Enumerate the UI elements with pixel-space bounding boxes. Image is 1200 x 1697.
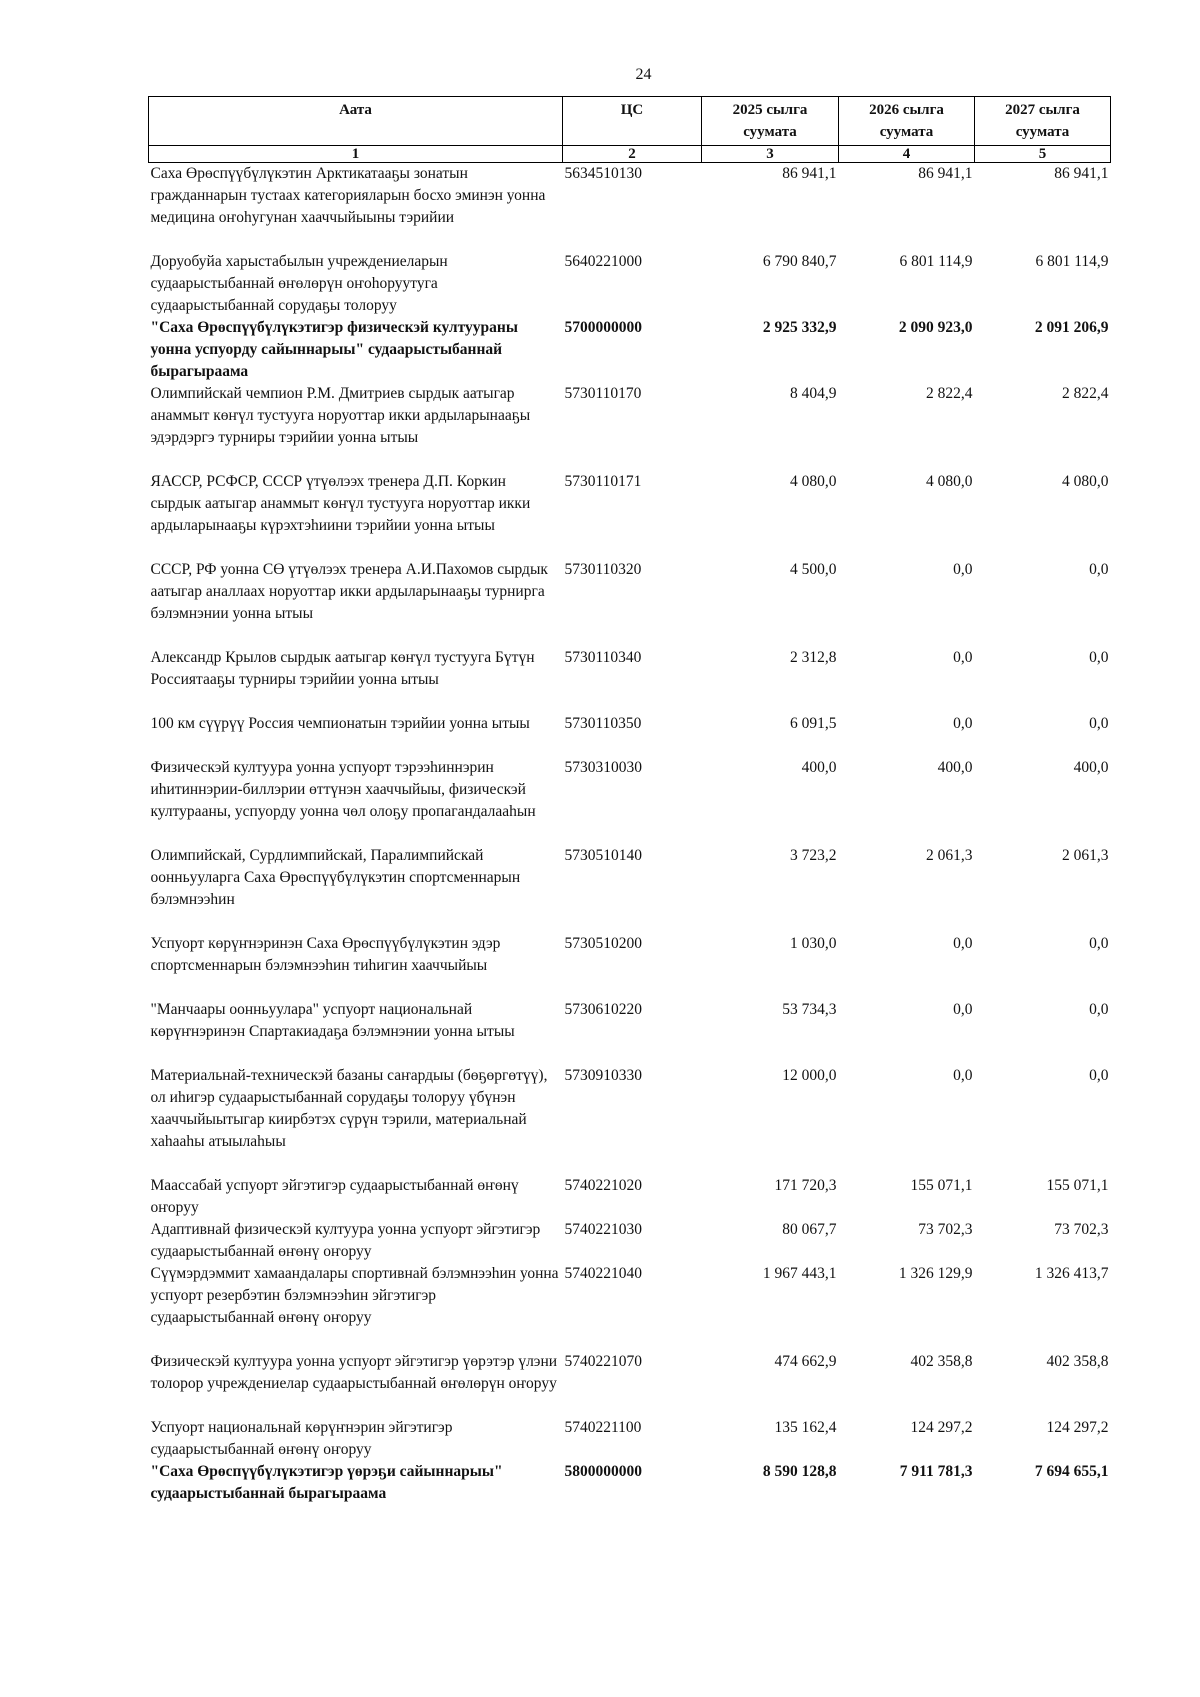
row-name: 100 км сүүрүү Россия чемпионатын тэрийии уонна ытыы [150, 715, 530, 732]
row-amount-2026: 6 801 114,9 [899, 253, 973, 270]
row-code: 5730110170 [564, 385, 642, 402]
header-name: Аата [149, 97, 563, 146]
row-code: 5740221030 [564, 1221, 642, 1238]
table-header-row [149, 97, 1111, 146]
row-amount-2027: 155 071,1 [1046, 1177, 1109, 1194]
row-amount-2025: 80 067,7 [782, 1221, 837, 1238]
row-code: 5730110340 [564, 649, 642, 666]
table-row [149, 1461, 1111, 1505]
table-row [149, 713, 1111, 757]
column-number: 3 [702, 146, 839, 163]
row-amount-2027: 4 080,0 [1062, 473, 1109, 490]
row-amount-2027: 2 091 206,9 [1034, 319, 1109, 336]
row-amount-2026: 73 702,3 [918, 1221, 973, 1238]
row-amount-2026: 124 297,2 [910, 1419, 973, 1436]
row-code: 5730910330 [564, 1067, 642, 1084]
row-code: 5740221020 [564, 1177, 642, 1194]
row-name: "Саха Өрөспүүбүлүкэтигэр физическэй култуураны уонна успуорду сайыннарыы" судаарыстыбаннай бырагыраама [150, 319, 518, 380]
row-code: 5730310030 [564, 759, 642, 776]
row-amount-2025: 8 404,9 [790, 385, 837, 402]
budget-table [148, 96, 1111, 1505]
table-row [149, 757, 1111, 845]
row-amount-2025: 4 080,0 [790, 473, 837, 490]
row-amount-2025: 6 091,5 [790, 715, 837, 732]
row-name: ЯАССР, РСФСР, СССР үтүөлээх тренера Д.П. Коркин сырдык аатыгар анаммыт көҥүл тустууга норуоттар икки ардыларынааҕы күрэхтэһиини тэрийии уонна ытыы [150, 473, 531, 534]
table-row [149, 933, 1111, 999]
row-amount-2026: 0,0 [953, 1067, 973, 1084]
table-row [149, 845, 1111, 933]
column-number-row [149, 146, 1111, 163]
row-name: Александр Крылов сырдык аатыгар көҥүл тустууга Бүтүн Россиятааҕы турниры тэрийии уонна ытыы [150, 649, 535, 688]
row-name: Успуорт көрүҥнэринэн Саха Өрөспүүбүлүкэтин эдэр спортсменнарын бэлэмнээһин тиһигин хааччыйыы [150, 935, 501, 974]
page-number: 24 [635, 66, 652, 83]
row-code: 5730110320 [564, 561, 642, 578]
row-name: СССР, РФ уонна СӨ үтүөлээх тренера А.И.Пахомов сырдык аатыгар аналлаах норуоттар икки ардыларынааҕы турнирга бэлэмнэнии уонна ытыы [150, 561, 548, 622]
row-amount-2027: 6 801 114,9 [1035, 253, 1109, 270]
row-amount-2027: 124 297,2 [1046, 1419, 1109, 1436]
table-row [149, 163, 1111, 252]
row-amount-2026: 4 080,0 [926, 473, 973, 490]
row-name: Физическэй култуура уонна успуорт эйгэтигэр үөрэтэр үлэни толорор учреждениелар судаарыстыбаннай өҥөлөрүн оҥоруу [150, 1353, 558, 1392]
row-amount-2027: 0,0 [1089, 1067, 1109, 1084]
row-code: 5740221070 [564, 1353, 642, 1370]
row-amount-2026: 86 941,1 [918, 165, 973, 182]
row-name: Физическэй култуура уонна успуорт тэрээһиннэрин иһитиннэрии-биллэрии өттүнэн хааччыйыы, физическэй културааны, успуорду уонна чөл олоҕу пропагандалааһын [150, 759, 536, 820]
row-amount-2026: 0,0 [953, 715, 973, 732]
table-row [149, 1263, 1111, 1351]
row-amount-2025: 171 720,3 [774, 1177, 837, 1194]
header-2025: 2025 сылга суумата [702, 97, 839, 146]
row-amount-2025: 1 967 443,1 [762, 1265, 837, 1282]
row-amount-2026: 0,0 [953, 649, 973, 666]
row-amount-2026: 1 326 129,9 [898, 1265, 973, 1282]
row-name: Успуорт национальнай көрүҥнэрин эйгэтигэр судаарыстыбаннай өҥөнү оҥоруу [150, 1419, 453, 1458]
row-amount-2025: 86 941,1 [782, 165, 837, 182]
row-amount-2027: 2 061,3 [1062, 847, 1109, 864]
row-code: 5740221040 [564, 1265, 642, 1282]
column-number: 5 [975, 146, 1111, 163]
row-amount-2027: 0,0 [1089, 935, 1109, 952]
table-row [149, 647, 1111, 713]
table-row [149, 383, 1111, 471]
row-code: 5730510200 [564, 935, 642, 952]
row-code: 5700000000 [564, 319, 642, 336]
row-amount-2026: 2 090 923,0 [898, 319, 973, 336]
header-2027: 2027 сылга суумата [975, 97, 1111, 146]
row-code: 5740221100 [564, 1419, 642, 1436]
row-code: 5640221000 [564, 253, 642, 270]
row-amount-2025: 8 590 128,8 [762, 1463, 837, 1480]
row-amount-2026: 2 822,4 [926, 385, 973, 402]
table-row [149, 1175, 1111, 1219]
row-amount-2026: 0,0 [953, 1001, 973, 1018]
row-code: 5730110350 [564, 715, 642, 732]
row-amount-2027: 0,0 [1089, 561, 1109, 578]
row-amount-2026: 155 071,1 [910, 1177, 973, 1194]
row-name: Олимпийскай, Сурдлимпийскай, Паралимпийскай оонньууларга Саха Өрөспүүбүлүкэтин спортсменнарын бэлэмнээһин [150, 847, 521, 908]
table-row [149, 1417, 1111, 1461]
table-row [149, 999, 1111, 1065]
row-amount-2026: 0,0 [953, 561, 973, 578]
table-row [149, 317, 1111, 383]
header-code: ЦС [563, 97, 702, 146]
row-amount-2026: 0,0 [953, 935, 973, 952]
table-row [149, 251, 1111, 317]
row-amount-2027: 400,0 [1073, 759, 1109, 776]
row-code: 5730110171 [564, 473, 642, 490]
header-2026: 2026 сылга суумата [839, 97, 975, 146]
row-amount-2027: 2 822,4 [1062, 385, 1109, 402]
row-code: 5730510140 [564, 847, 642, 864]
table-row [149, 1351, 1111, 1417]
row-amount-2025: 12 000,0 [782, 1067, 837, 1084]
row-amount-2027: 1 326 413,7 [1034, 1265, 1109, 1282]
row-name: Доруобуйа харыстабылын учреждениеларын судаарыстыбаннай өҥөлөрүн оҥоһоруутуга судаарыстыбаннай сорудаҕы толоруу [150, 253, 448, 314]
row-name: Сүүмэрдэммит хамаандалары спортивнай бэлэмнээһин уонна успуорт резербэтин бэлэмнээһин эйгэтигэр судаарыстыбаннай өҥөнү оҥоруу [150, 1265, 559, 1326]
column-number: 1 [149, 146, 563, 163]
row-amount-2027: 0,0 [1089, 1001, 1109, 1018]
row-name: "Саха Өрөспүүбүлүкэтигэр үөрэҕи сайыннарыы" судаарыстыбаннай бырагыраама [150, 1463, 503, 1502]
row-amount-2025: 53 734,3 [782, 1001, 837, 1018]
table-row [149, 559, 1111, 647]
column-number: 4 [839, 146, 975, 163]
row-amount-2027: 0,0 [1089, 715, 1109, 732]
row-code: 5634510130 [564, 165, 642, 182]
table-row [149, 471, 1111, 559]
row-amount-2025: 4 500,0 [790, 561, 837, 578]
row-amount-2026: 400,0 [937, 759, 973, 776]
table-row [149, 1219, 1111, 1263]
row-amount-2027: 86 941,1 [1054, 165, 1109, 182]
row-name: Саха Өрөспүүбүлүкэтин Арктикатааҕы зонатын гражданнарын тустаах категорияларын босхо эминэн уонна медицина оҥоһугунан хааччыйыыны тэрийии [150, 165, 546, 226]
row-amount-2027: 402 358,8 [1046, 1353, 1109, 1370]
row-name: Олимпийскай чемпион Р.М. Дмитриев сырдык аатыгар анаммыт көҥүл тустууга норуоттар икки ардыларынааҕы эдэрдэргэ турниры тэрийии уонна ытыы [150, 385, 531, 446]
row-amount-2025: 2 925 332,9 [762, 319, 837, 336]
row-amount-2025: 135 162,4 [774, 1419, 837, 1436]
row-amount-2027: 0,0 [1089, 649, 1109, 666]
table-row [149, 1065, 1111, 1175]
row-code: 5730610220 [564, 1001, 642, 1018]
row-amount-2025: 6 790 840,7 [762, 253, 837, 270]
row-amount-2025: 2 312,8 [790, 649, 837, 666]
row-amount-2025: 3 723,2 [790, 847, 837, 864]
row-amount-2026: 2 061,3 [926, 847, 973, 864]
row-amount-2027: 7 694 655,1 [1034, 1463, 1109, 1480]
row-name: Маассабай успуорт эйгэтигэр судаарыстыбаннай өҥөнү оҥоруу [150, 1177, 519, 1216]
row-name: Адаптивнай физическэй култуура уонна успуорт эйгэтигэр судаарыстыбаннай өҥөнү оҥоруу [150, 1221, 541, 1260]
row-amount-2026: 402 358,8 [910, 1353, 973, 1370]
row-amount-2025: 400,0 [801, 759, 837, 776]
row-amount-2026: 7 911 781,3 [899, 1463, 973, 1480]
column-number: 2 [563, 146, 702, 163]
row-name: Материальнай-техническэй базаны саҥардыы (бөҕөргөтүү), ол иһигэр судаарыстыбаннай сорудаҕы толоруу үбүнэн хааччыйыытыгар киирбэтэх сүрүн тэрили, материальнай хаһааһы атыылаһыы [150, 1067, 548, 1150]
row-amount-2027: 73 702,3 [1054, 1221, 1109, 1238]
row-amount-2025: 474 662,9 [774, 1353, 837, 1370]
row-name: "Манчаары оонньуулара" успуорт национальнай көрүҥнэринэн Спартакиадаҕа бэлэмнэнии уонна ытыы [150, 1001, 515, 1040]
row-code: 5800000000 [564, 1463, 642, 1480]
row-amount-2025: 1 030,0 [790, 935, 837, 952]
